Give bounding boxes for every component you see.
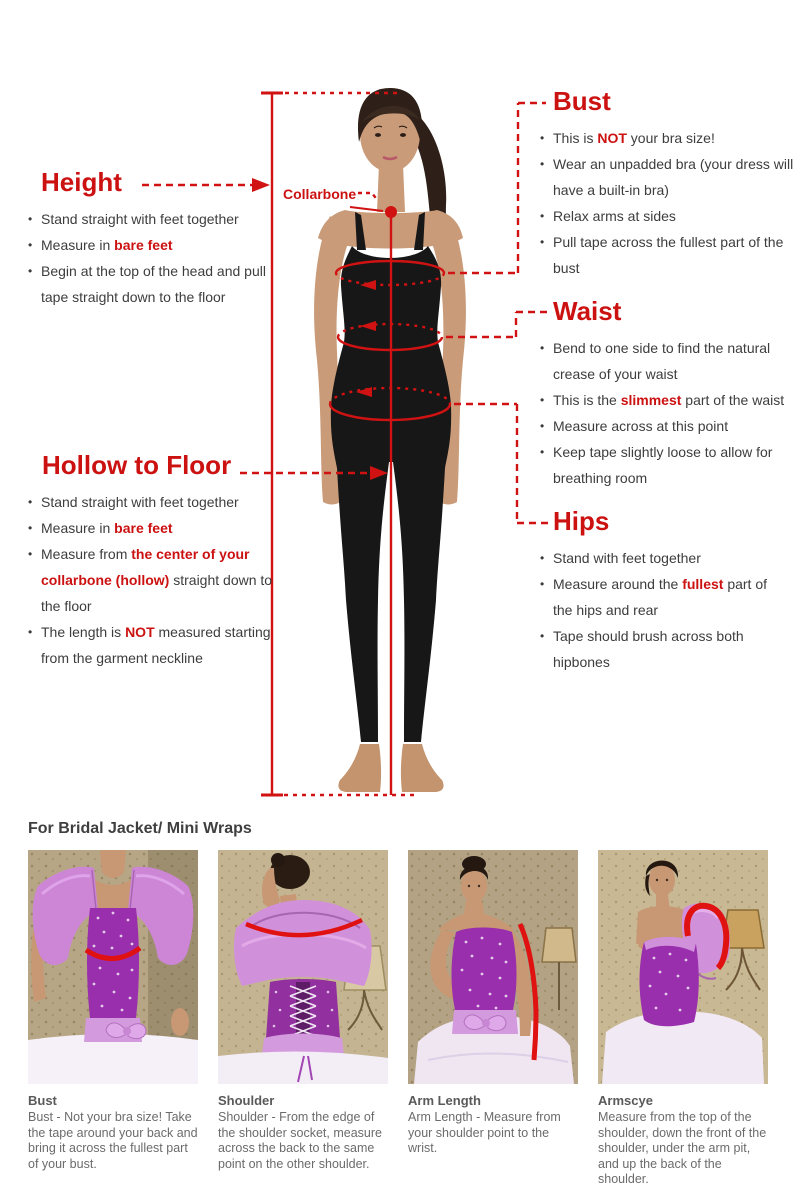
bullet-item: • Measure in bare feet (28, 232, 268, 258)
card-title: Shoulder (218, 1093, 275, 1108)
card-text: Shoulder - From the edge of the shoulder socket, measure across the back to the same point on the other shoulder. (218, 1110, 382, 1171)
arm-length-photo (408, 850, 578, 1084)
bullet-item: • Measure around the fullest part of the hips and rear (540, 571, 790, 623)
bullet-glyph: • (540, 629, 545, 643)
hollow-to-floor-bullets (28, 489, 290, 671)
bullet-glyph: • (540, 393, 545, 407)
waist-title: Waist (553, 296, 622, 326)
bullet-glyph: • (28, 625, 33, 639)
bullet-item: • This is the slimmest part of the waist (540, 387, 800, 413)
hips-section (540, 506, 790, 675)
shoulder-photo (218, 850, 388, 1084)
card-armscye (598, 850, 768, 1188)
bust-bullets (540, 125, 796, 281)
bullet-glyph: • (540, 577, 545, 591)
bullet-item: • Stand straight with feet together (28, 489, 290, 515)
waist-bullets (540, 335, 800, 491)
bullet-glyph: • (28, 521, 33, 535)
bullet-item: • Begin at the top of the head and pull tape straight down to the floor (28, 258, 268, 310)
bridal-jacket-cards (28, 850, 768, 1188)
card-arm-length (408, 850, 578, 1188)
card-bust (28, 850, 198, 1188)
hollow-to-floor-title: Hollow to Floor (42, 450, 232, 480)
card-text: Arm Length - Measure from your shoulder point to the wrist. (408, 1110, 561, 1155)
hips-bullets (540, 545, 790, 675)
bullet-glyph: • (540, 341, 545, 355)
collarbone-label: Collarbone (283, 186, 357, 202)
waist-section (540, 296, 800, 491)
armscye-photo (598, 850, 768, 1084)
bust-title: Bust (553, 86, 611, 116)
bullet-item: • Measure from the center of your collarbone (hollow) straight down to the floor (28, 541, 290, 619)
bust-section (540, 86, 796, 281)
bust-photo (28, 850, 198, 1084)
bullet-glyph: • (28, 547, 33, 561)
bullet-glyph: • (28, 238, 33, 252)
bullet-item: • This is NOT your bra size! (540, 125, 796, 151)
bullet-item: • The length is NOT measured starting from the garment neckline (28, 619, 290, 671)
bullet-glyph: • (540, 445, 545, 459)
bottom-section-heading: For Bridal Jacket/ Mini Wraps (28, 820, 252, 837)
bullet-item: • Pull tape across the fullest part of the bust (540, 229, 796, 281)
bullet-glyph: • (540, 551, 545, 565)
card-title: Arm Length (408, 1093, 481, 1108)
height-section (28, 167, 268, 310)
hollow-to-floor-section (28, 450, 290, 671)
height-bullets (28, 206, 268, 310)
bullet-item: • Stand straight with feet together (28, 206, 268, 232)
card-text: Measure from the top of the shoulder, down the front of the shoulder, under the arm pit, and up the back of the shoulder. (598, 1110, 767, 1186)
bullet-item: • Relax arms at sides (540, 203, 796, 229)
bullet-item: • Measure in bare feet (28, 515, 290, 541)
bullet-item: • Tape should brush across both hipbones (540, 623, 790, 675)
bullet-item: • Stand with feet together (540, 545, 790, 571)
bullet-item: • Bend to one side to find the natural crease of your waist (540, 335, 800, 387)
bullet-item: • Wear an unpadded bra (your dress will have a built-in bra) (540, 151, 796, 203)
height-title: Height (41, 167, 122, 197)
card-text: Bust - Not your bra size! Take the tape around your back and bring it across the fullest part of your bust. (28, 1110, 198, 1171)
card-title: Bust (28, 1093, 57, 1108)
bullet-glyph: • (540, 419, 545, 433)
bullet-glyph: • (28, 212, 33, 226)
bullet-glyph: • (540, 131, 545, 145)
bullet-item: • Keep tape slightly loose to allow for breathing room (540, 439, 800, 491)
card-title: Armscye (598, 1093, 653, 1108)
bullet-glyph: • (540, 157, 545, 171)
bullet-glyph: • (28, 264, 33, 278)
hips-title: Hips (553, 506, 610, 536)
bullet-glyph: • (540, 235, 545, 249)
bullet-item: • Measure across at this point (540, 413, 800, 439)
card-shoulder (218, 850, 388, 1188)
bullet-glyph: • (540, 209, 545, 223)
bullet-glyph: • (28, 495, 33, 509)
